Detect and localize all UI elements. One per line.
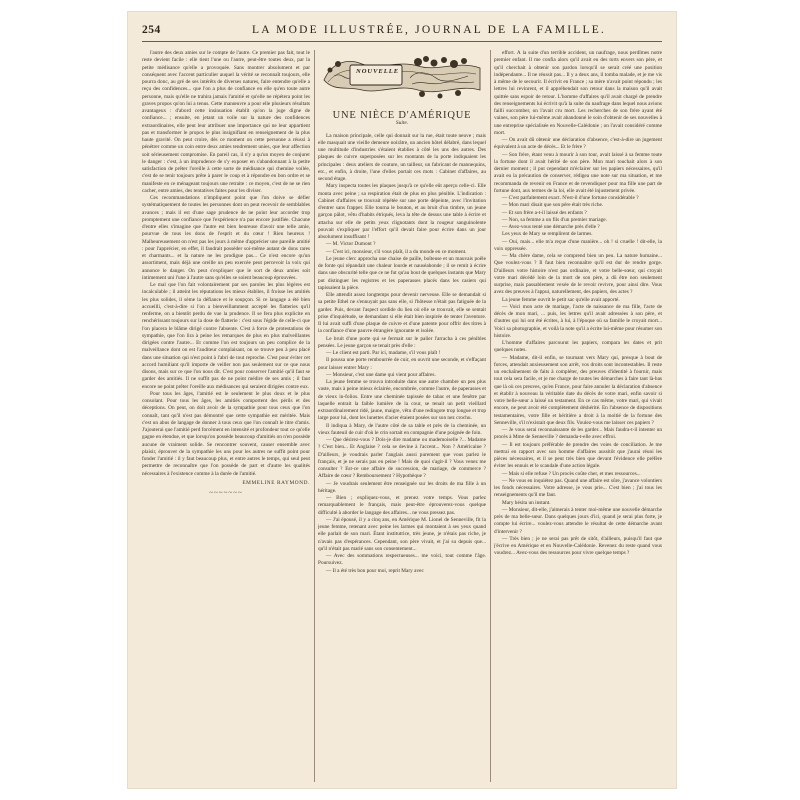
paragraph: La jeune femme se trouva introduite dans une autre chambre un peu plus vaste, mais à peine mieux éclairée, encombrée, comme l'autre, de paperasses et de vieux in-folios. Entre une cheminée tapissée de tabac et une fenêtre par laquelle entrait la faible lumière de la cour, se tenait un petit vieillard extraordinairement ridé, jaune, maigre, vêtu d'une redingote trop longue et trop large pour lui, dont les lunettes d'acier étaient posées sur son nez crochu. <box>318 379 486 422</box>
paragraph: — Mon mari disait que son père était très riche. <box>502 202 604 209</box>
paragraph: — Je vous serai reconnaissante de les garder... Mais faudra-t-il intenter un procès à Mme de Senneville ? demanda-t-elle avec effroi. <box>494 427 662 441</box>
column-divider <box>314 50 315 782</box>
page-number: 254 <box>142 24 161 36</box>
paragraph: — Monsieur, dit-elle, j'aimerais à tenter moi-même une nouvelle démarche près de ma belle-sœur. Dans quelques jours d'ici, quand je serai plus forte, je compte lui écrire... voulez-vous attendre le résultat de cette démarche avant d'intervenir ? <box>494 506 662 535</box>
paragraph: — Avec des sommations respectueuses... me voici, tout comme l'âge. Poursuivez. <box>318 553 486 567</box>
paragraph: — Madame, dit-il enfin, se tournant vers Mary qui, presque à bout de forces, attendait anxieusement son arrêt, vos droits sont incontestables. Il reste un enchaînement de faits à compléter, des preuves d'identité à fournir, mais tout cela sera facile, et je me charge de toutes les démarches à faire tant là-bas que là où ces preuves, qu'en France, pour faire annuler la déclaration d'absence et établir à nouveau la véritable date du décès de votre mari, enfin savoir si votre belle-sœur a laissé un testament. En ce cas même, votre mari, qui vivait encore, ne peut avoir été complètement déshérité. En l'absence de dispositions testamentaires, votre fille et héritière a droit à la moitié de la fortune des Senneville, s'il n'existait que deux fils. Voulez-vous me laisser ces papiers ? <box>494 354 662 426</box>
signature-ornament: ~~~~~~~ <box>209 489 243 497</box>
paragraph: — Monsieur, c'est une dame qui vient pour affaires. <box>326 371 436 378</box>
paragraph: — Je voudrais seulement être renseignée sur les droits de ma fille à un héritage. <box>318 480 486 494</box>
paragraph: — Très bien ; je ne serai pas prêt de sitôt, d'ailleurs, puisqu'il faut que j'écrive en Amérique et en Nouvelle-Calédonie. Revenez du reste quand vous voudrez... Avez-vous des ressources pour vivre quelque temps ? <box>494 535 662 557</box>
paragraph: — Ne vous en inquiétez pas. Quand une affaire est sûre, j'avance volontiers les fonds nécessaires. Votre adresse, je vous prie... C'est bien ; j'ai tous les renseignements qu'il me faut. <box>494 477 662 499</box>
column-1 <box>142 50 310 780</box>
paragraph: — Ma chère dame, cela se comprend bien un peu. La nature humaine... Que voulez-vous ? Il faut bien reconnaître qu'il est dur de rendre gorge. D'ailleurs votre histoire n'est pas ordinaire, et votre belle-sœur, qui croyait votre mari décédé loin de la mort de son père, a dû être non seulement surprise, mais passablement vexée de le revoir revivre, pour ainsi dire. Vous avez des preuves à l'appui, naturellement, des papiers, des actes ? <box>494 253 662 296</box>
header-rule <box>142 41 662 42</box>
paragraph: Le mal que l'on fait volontairement par ses paroles les plus légères est incalculable ; il atteint les réputations les mieux établies, il froisse les amitiés les plus solides, il sème la défiance et le soupçon. Si ce langage a été bien accueilli, c'est-à-dire si l'on a bienveillamment accepté les flatteries qu'il renferme, on a bientôt perdu de vue la prudence. Il se fera plus explicite en renchérissant toujours sur la dose de flatterie : c'est sous l'égide de celle-ci que l'on placera le blâme dirigé contre l'absente. C'est à force de protestations de sympathie, que l'on lira à peine les remarques de plus en plus malveillantes dirigées contre l'autre... Et comme l'on est toujours un peu complice de la malveillance dont on est l'auditeur complaisant, on se trouve peu à peu placé dans une situation qui n'est point à l'abri de tout reproche. C'est pour éviter cet accord humiliant qu'il importe de veiller non pas seulement sur ce que nous disons, mais sur ce que l'on nous dit. C'est pour conserver l'amitié qu'il faut se garder des amitiés. Il ne suffit pas de ne point médire de ses amis ; il faut encore ne point prêter l'oreille aux médisances qui seraient dirigées contre eux. <box>142 282 310 390</box>
paragraph: Il poussa une porte rembourrée de cuir, en ouvrit une seconde, et s'effaçant pour laisser entrer Mary : <box>318 357 486 371</box>
paragraph: — C'est ici, monsieur, s'il vous plaît, il a du monde en ce moment. <box>326 248 467 255</box>
paragraph: — J'ai épousé, il y a cinq ans, en Amérique M. Lionel de Senneville, fit la jeune femme, retenant avec peine les larmes qui montaient à ses yeux quand elle parlait de son mari. Étant institutrice, très jeune, je n'étais pas riche, je n'avais pas d'espérances. Cependant, son père vivait, et j'ai su depuis que... qu'il n'était pas marié sans son consentement... <box>318 516 486 552</box>
paragraph: Mary inspecta toutes les plaques jusqu'à ce qu'elle eût aperçu celle-ci. Elle monta avec peine ; sa respiration était de plus en plus pénible. L'indication : Cabinet d'affaires se trouvait répétée sur une porte dépeinte, avec l'invitation d'entrer sans frapper. Elle tourna le bouton, et au bruit d'un timbre, un jeune garçon pâlot, vêtu d'habits étriqués, leva la tête de dessus une table à écrire et attacha sur elle de petits yeux clignotants dont la rougeur sanguinolente pouvait s'expliquer par l'effort qu'il devait faire pour écrire dans un jour absolument insuffisant ! <box>318 183 486 240</box>
paragraph: effort. À la suite d'un terrible accident, un naufrage, nous perdîmes notre premier enfant. Il me confia alors qu'il avait eu des torts envers son père, et qu'il cherchait à obtenir son pardon lorsqu'il se serait créé une position indépendante... Il ne réussit pas... Il y a deux ans, il tomba malade, et je me vis à même de le secourir. Il écrivit en France ; sa mère n'avait point répondu ; les lettres lui revinrent, et il appréhendait son retour dans la maison qu'il avait quittée sans espoir de retour. L'homme d'affaires qu'il avait chargé de prendre des renseignements lui écrivit qu'à la suite du naufrage dans lequel nous avions failli succomber, on l'avait cru mort. Les recherches de son frère ayant été vaines, son père lui-même avait abandonné le soin d'obtenir de ses nouvelles à une entreprise spécialisée en Nouvelle-Calédonie ; on l'avait considéré comme mort. <box>494 50 662 136</box>
magazine-page <box>128 12 676 788</box>
paragraph: — Son frère, étant venu à mourir à son tour, avait laissé à sa femme toute la fortune dont il avait hérité de son père. Mon mari touchait alors à son dernier moment ; il put cependant m'éclairer sur les papiers nécessaires, qu'il avait eu la précaution de conserver, rédigea une note sur ma situation, et me recommanda de revenir en France et de revendiquer pour ma fille une part de fortune dont, aux termes de la loi, elle avait été injustement privée. <box>494 151 662 194</box>
paragraph: La jeune femme ouvrit le petit sac qu'elle avait apporté. <box>502 296 620 303</box>
story-title: UNE NIÈCE D'AMÉRIQUE <box>332 110 472 121</box>
paragraph: — Bien ; expliquez-vous, et prenez votre temps. Vous parlez remarquablement le français, mais peut-être éprouverez-vous quelque difficulté à aborder le langage des affaires... ne vous pressez pas. <box>318 495 486 516</box>
author-signature: EMMELINE RAYMOND. <box>242 479 310 486</box>
column-2 <box>318 50 486 780</box>
paragraph: — Voici mon acte de mariage, l'acte de naissance de ma fille, l'acte de décès de mon mari, ... puis, les lettres qu'il avait adressées à son père, et d'autres qui lui ont été écrites, à lui, à l'époque où sa famille le croyait mort... Voici sa photographie, et voilà la note qu'il a écrite lui-même pour résumer son histoire. <box>494 303 662 339</box>
paragraph: l'autre des deux amies sur le compte de l'autre. Ce premier pas fait, tout le reste devient facile : elle tient l'une ou l'autre, peut-être toutes deux, par la petite médisance qu'elle a provoquée. Sans montrer absolument et par conséquent avec l'accent particulier auquel la vérité se reconnaît toujours, elle pourra donc, au gré de ses intérêts de diverses natures, faire entendre qu'elle a reçu des confidences... que l'on a plus de confiance en elle qu'en toute autre personne, mais qu'elle ne trahira jamais l'amitié et qu'elle ne répétera point les graves propos qu'on lui a tenus. Cette manœuvre a pour elle plusieurs résultats avantageux : d'abord cette insinuation établit qu'on la juge digne de confiance... ; ensuite, en jetant un voile sur la nature des confidences extraordinaires, elle peut leur attribuer une importance qui ne leur appartient pas et transformer le propos le plus insignifiant en renseignement de la plus haute gravité. On peut croire, dès ce moment on cette personne a réussi à pénétrer comme un coin entre deux amies tendrement unies, que leur affection soit sérieusement compromise. En pareil cas, il n'y a qu'un moyen de conjurer le danger : c'est, à un imprudence de s'y exposer en s'abandonnant à la petite satisfaction de prêter l'oreille à cette sorte de médisance qui chemine voilée, c'est de se tenir toujours prête à parer le coup et à répondre en bon ordre et se manifeste en ce ménageant toujours une retraite : ce moyen, c'est de ne se rien cacher, entre amies, des tentatives faites pour les diviser. <box>142 50 310 194</box>
paragraph: Elle attendit assez longtemps pour devenir nerveuse. Elle se demandait si sa petite Ethel ne s'ennuyait pas sans elle, si l'hôtesse n'était pas fatiguée de la garder. Puis, devant l'aspect sordide du lieu où elle se trouvait, elle se sentait prise d'inquiétude, se demandant si elle était bien inspirée de tenter l'aventure. Il lui avait suffi d'une plaque de cuivre et d'une patente pour offrir des titres à la confiance d'une pauvre étrangère ignorante et isolée. <box>318 292 486 335</box>
running-title: LA MODE ILLUSTRÉE, JOURNAL DE LA FAMILLE. <box>251 24 607 36</box>
paragraph: — Et son frère a-t-il laissé des enfants ? <box>502 209 587 216</box>
paragraph: Les yeux de Mary se remplirent de larmes. <box>502 231 593 238</box>
paragraph: — On avait dû obtenir une déclaration d'absence, c'est-à-dire un jugement équivalent à un acte de décès... Et le frère ? <box>494 137 662 151</box>
paragraph: Mary hésita un instant. <box>502 499 551 506</box>
paragraph: — M. Victor Dumont ? <box>326 241 376 248</box>
paragraph: — Que désirez-vous ? Dois-je dire madame ou mademoiselle ?... Madame ? C'est bien... Et Anglaise ? cela se devine à l'accent... Non ? Américaine ? D'ailleurs, je voudrais parler l'anglais aussi purement que vous parlez le français, et je ne serais pas en peine ! Mais de quoi s'agit-il ? Vous venez me consulter ? Est-ce une affaire de succession, de mariage, de commerce ? Affaire de cœur ? Remboursement ? Hypothèque ? <box>318 437 486 480</box>
paragraph: — Il a été très bon pour moi, reprit Mary avec <box>326 567 424 574</box>
page-header <box>142 20 662 42</box>
banner-label: NOUVELLE <box>356 68 400 75</box>
paragraph: L'homme d'affaires parcourut les papiers, compara les dates et prit quelques notes. <box>494 340 662 354</box>
paragraph: Le jeune clerc approcha une chaise de paille, boîteuse et un mauvais poêle de fonte qui répandait une chaleur lourde et nauséabonde ; il se remit à écrire dans une obscurité telle que ce ne fut qu'au bout de quelques instants que Mary put distinguer les registres et les paperasses placés dans les casiers qui tapissaient la pièce. <box>318 255 486 291</box>
paragraph: Le bruit d'une porte qui se fermait sur le palier l'arracha à ces pénibles pensées. Le jeune garçon se tenait près d'elle : <box>318 335 486 349</box>
paragraph: La maison principale, celle qui donnait sur la rue, était toute neuve ; mais elle masquait une vieille demeure noirâtre, un ancien hôtel délabré, dans lequel une multitude d'industries s'étaient établies à côté les uns des autres. Des plaques de cuivre superposées sur les montants de la porte indiquaient les principales : deux ateliers de couture, un tailleur, un fabricant de mannequins, etc., et enfin, à droite, l'une d'elles portait ces mots : Cabinet d'affaires, au second étage. <box>318 132 486 182</box>
column-divider <box>490 50 491 782</box>
paragraph: — Avez-vous tenté une démarche près d'elle ? <box>502 224 600 230</box>
paragraph: — Le client est parti. Par ici, madame, s'il vous plaît ! <box>326 350 441 356</box>
paragraph: — Non, sa femme a un fils d'un premier mariage. <box>502 216 607 223</box>
ornamental-banner-illustration <box>318 50 486 106</box>
nouvelle-banner <box>318 50 486 106</box>
paragraph: Il indiqua à Mary, de l'autre côté de sa table et près de la cheminée, un vieux fauteuil de cuir d'où le crin sortait en compagnie d'une poignée de foin. <box>318 422 486 436</box>
paragraph: — Oui, mais... elle m'a reçue d'une manière... oh ! si cruelle ! dit-elle, la voix oppressée. <box>494 238 662 252</box>
story-subtitle: Suite. <box>395 120 409 127</box>
paragraph: Ces recommandations n'impliquent point que l'on doive se défier systématiquement de toutes les personnes dont on peut recevoir de semblables avances ; mais il est d'une sage prudence de ne point leur accorder trop promptement une confiance que l'expérience n'a pas encore justifiée. Chacune d'entre elles s'imagine que l'autre est bien heureuse d'avoir une telle amie, pourvue de tous les dons de l'esprit et du cœur ! Rien heureux ! Malheureusement on n'est pas les jours à même d'apprécier une pareille amitié : pour l'apprécier, en effet, il faudrait posséder soi-même autant de dons rares et charmants... et la nature ne les prodigue pas... Ce n'est encore qu'un assortiment, mais déjà une oreille un peu exercée peut percevoir la voix qui annonce le danger. On peut s'expliquer que le sort de deux amies soit intimement uni l'une à l'autre sans qu'elles se soient beaucoup éprouvées. <box>142 195 310 281</box>
column-3 <box>494 50 662 780</box>
paragraph: — C'est parfaitement exact. N'est-il d'une fortune considérable ? <box>502 195 639 201</box>
paragraph: — Mais si elle refuse ? Un procès coûte cher, et mes ressources... <box>502 470 641 477</box>
paragraph: — Il est toujours préférable de prendre des voies de conciliation. Je me mettrai en rapport avec son homme d'affaires aussitôt que j'aurai réuni les pièces nécessaires, et il se peut très bien que devant l'évidence elle préfère éviter les ennuis et le scandale d'une action légale. <box>494 441 662 470</box>
paragraph: Pour tous les âges, l'amitié est le seulement le plus doux et le plus consolant. Pour tous les âges, les amitiés comportent des périls et des déceptions. On peut, on doit avoir de la sympathie pour tous ceux que l'on connaît, tant qu'il n'est pas démontré que cette sympathie est méritée. Mais c'est un abus de langage de donner à tous ceux que l'on connaît le titre d'amis. J'ajouterai que l'amitié perd forcément en intensité et profondeur tout ce qu'elle gagne en étendue, et que lorsqu'on possède beaucoup d'amitiés on n'en possède aucune de vraiment solide. Se rencontrer souvent, causer ensemble avec plaisir, éprouver de la sympathie les uns pour les autres ne suffit point pour fonder l'amitié : il y faut beaucoup plus, et entre autres le temps, qui seul peut permettre de reconnaître que l'on possède de part et d'autre les qualités nécessaires à l'existence comme à la durée de l'amitié. <box>142 390 310 477</box>
